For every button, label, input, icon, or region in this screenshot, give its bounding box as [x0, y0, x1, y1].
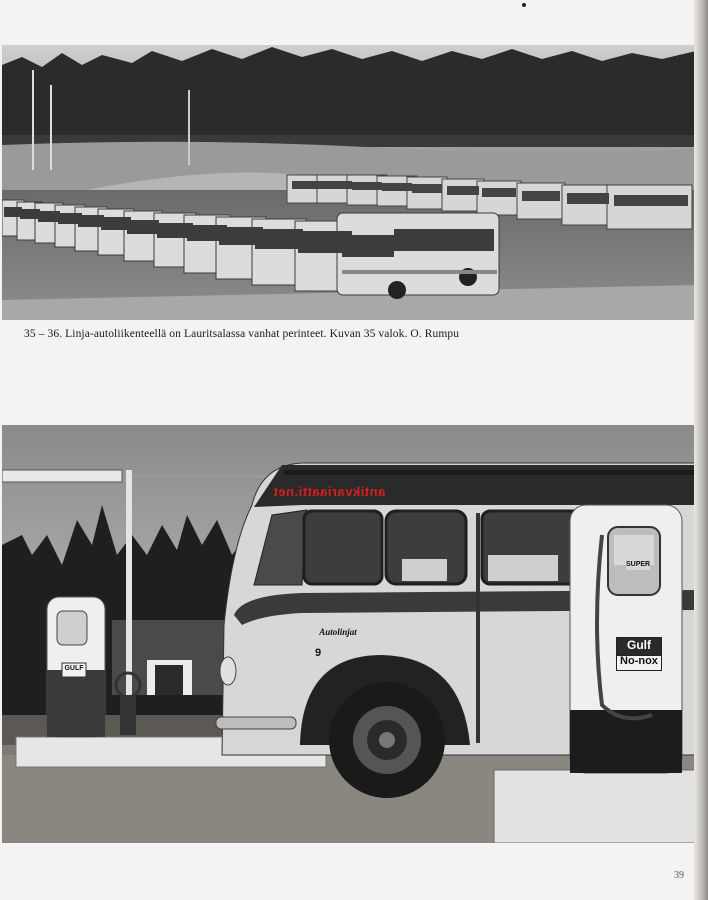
- page-edge: [694, 0, 708, 900]
- pump-big-small-label: SUPER: [626, 561, 651, 568]
- pump-big-product: No-nox: [616, 655, 662, 671]
- bus-emblem: Autolinjat: [319, 627, 357, 637]
- pump-big-brand: Gulf: [616, 637, 662, 656]
- watermark: antikvariaatti.net: [273, 484, 386, 499]
- ink-dot: [522, 3, 526, 7]
- pump-small-brand: GULF: [64, 665, 84, 672]
- photo-caption: 35 – 36. Linja-autoliikenteellä on Lauritsalassa vanhat perinteet. Kuvan 35 valok. O. Rumpu: [24, 328, 460, 340]
- photo-bus-depot: [2, 45, 696, 320]
- bus-number: 9: [314, 647, 322, 659]
- bus-depot-image: [2, 45, 696, 320]
- page-number: 39: [674, 870, 684, 881]
